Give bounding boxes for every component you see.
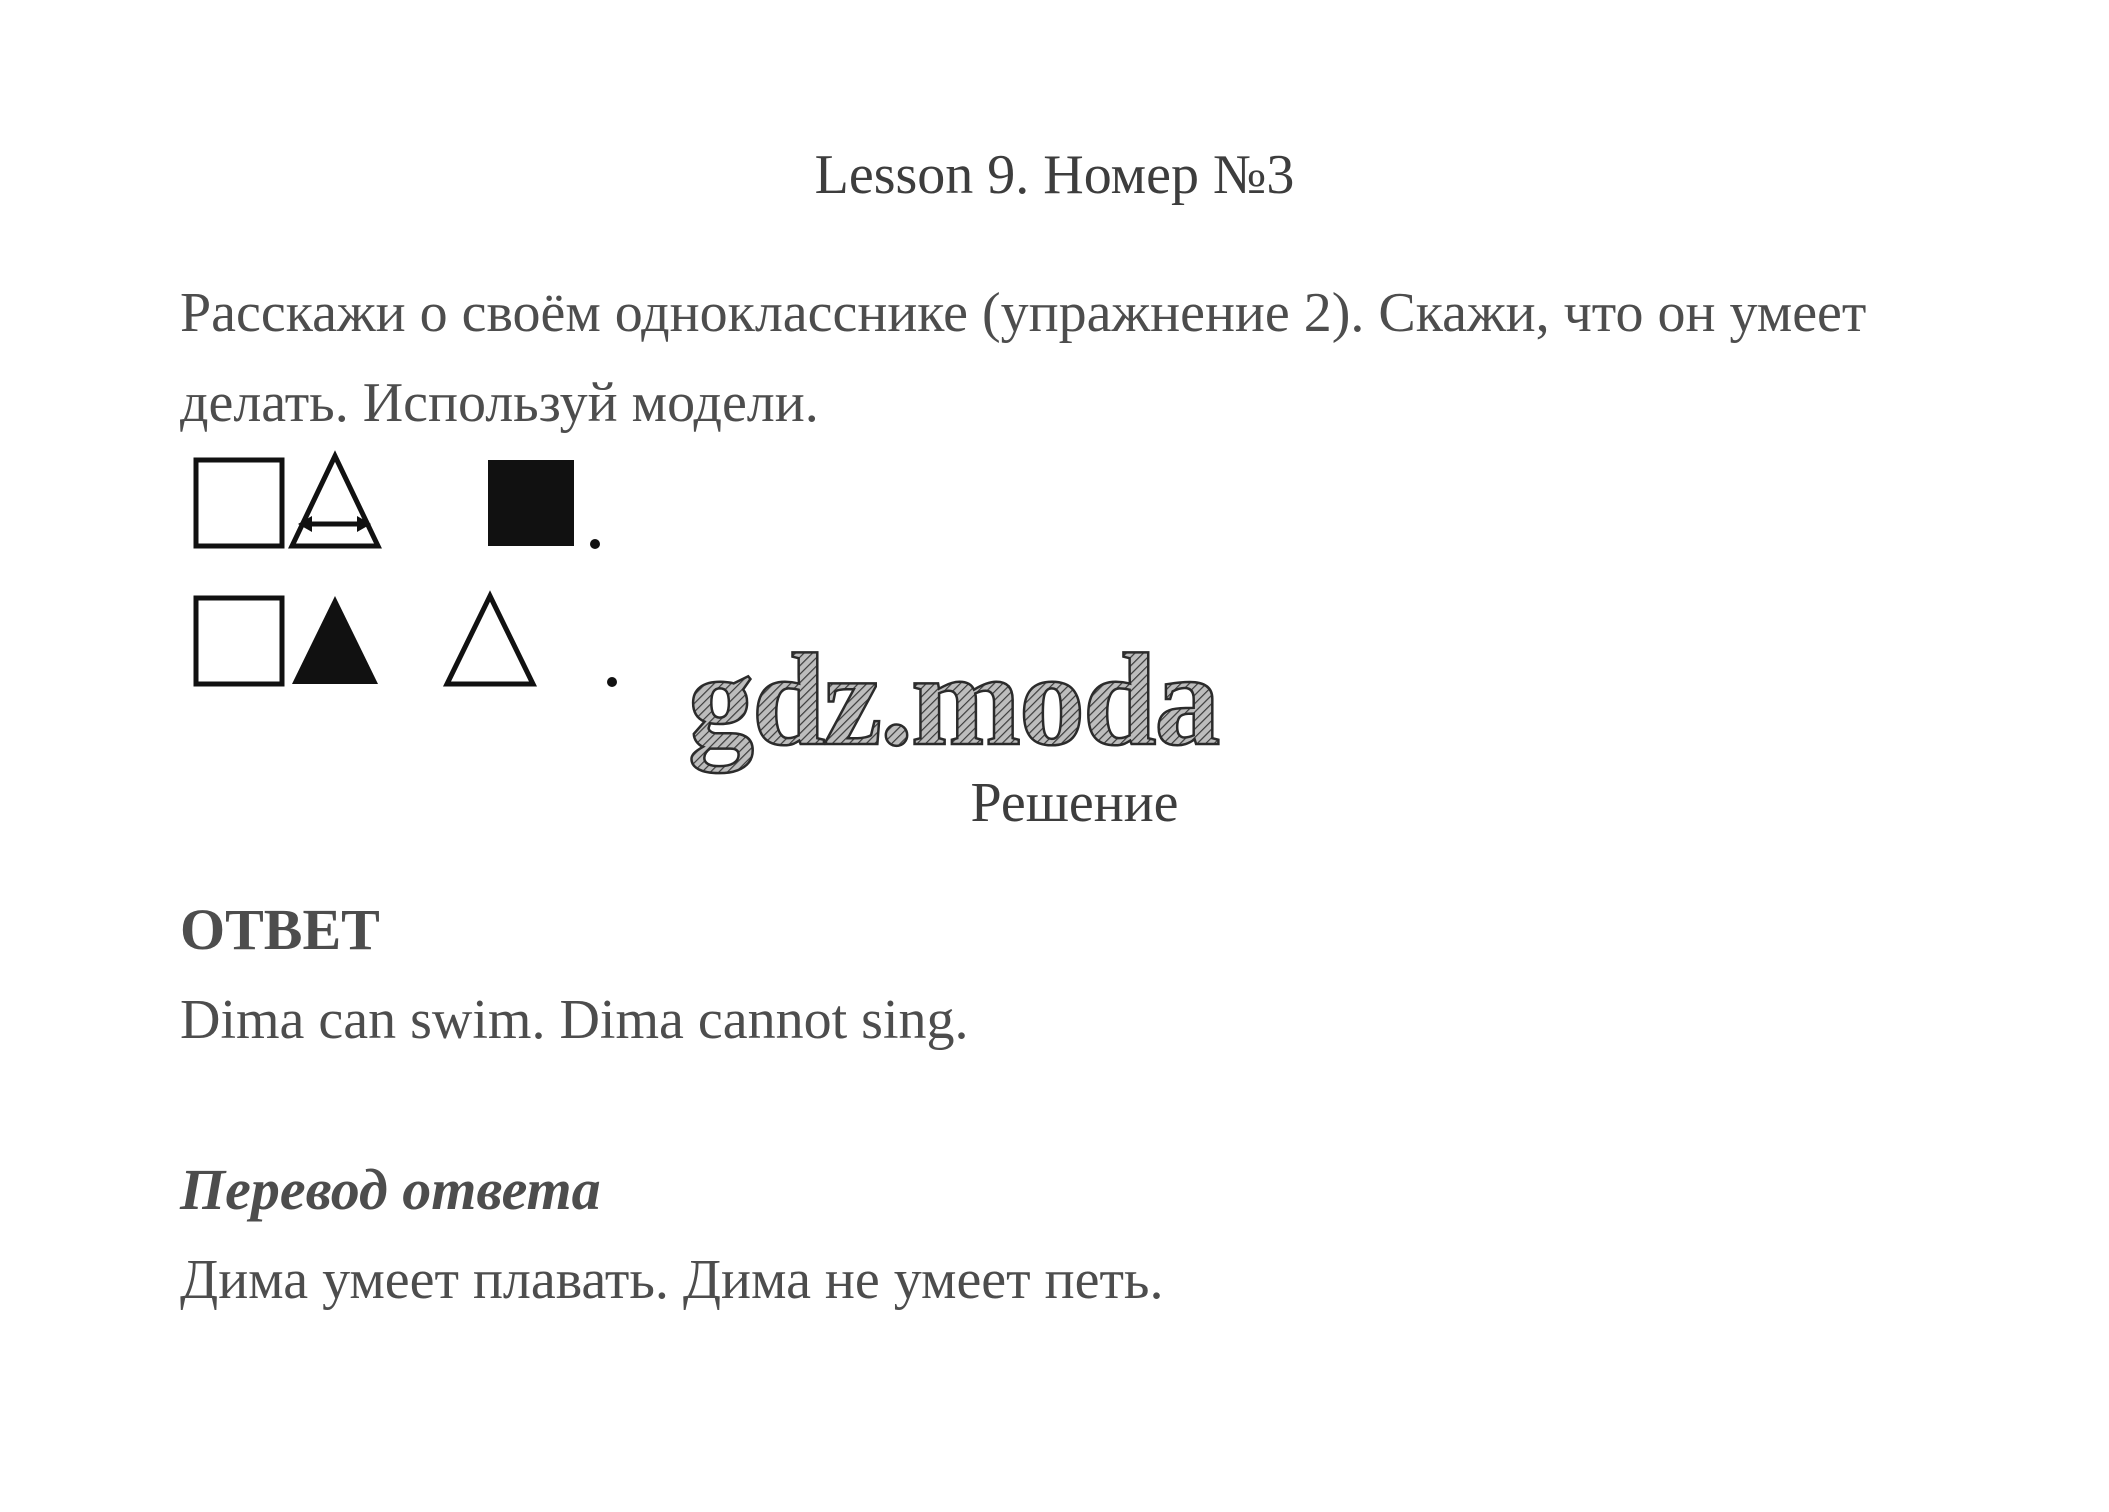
empty-square-icon	[196, 460, 282, 546]
page-title: Lesson 9. Номер №3	[814, 144, 1295, 206]
triangle-with-arrow-icon	[292, 456, 378, 546]
solution-label: Решение	[970, 772, 1179, 834]
task-text: Расскажи о своём однокласснике (упражнение 2). Скажи, что он умеет делать. Используй модели.	[180, 282, 1867, 434]
empty-triangle-icon	[447, 596, 533, 684]
watermark-text: gdz.moda	[688, 632, 1219, 773]
empty-square-icon	[196, 598, 282, 684]
period-dot	[590, 539, 600, 549]
translation-heading: Перевод ответа	[180, 1157, 601, 1222]
answer-text: Dima can swim. Dima cannot sing.	[180, 989, 969, 1051]
period-dot	[607, 677, 617, 687]
sentence-models	[190, 448, 640, 698]
filled-triangle-icon	[292, 596, 378, 684]
filled-square-icon	[488, 460, 574, 546]
answer-heading: ОТВЕТ	[180, 897, 380, 962]
translation-text: Дима умеет плавать. Дима не умеет петь.	[180, 1249, 1164, 1311]
